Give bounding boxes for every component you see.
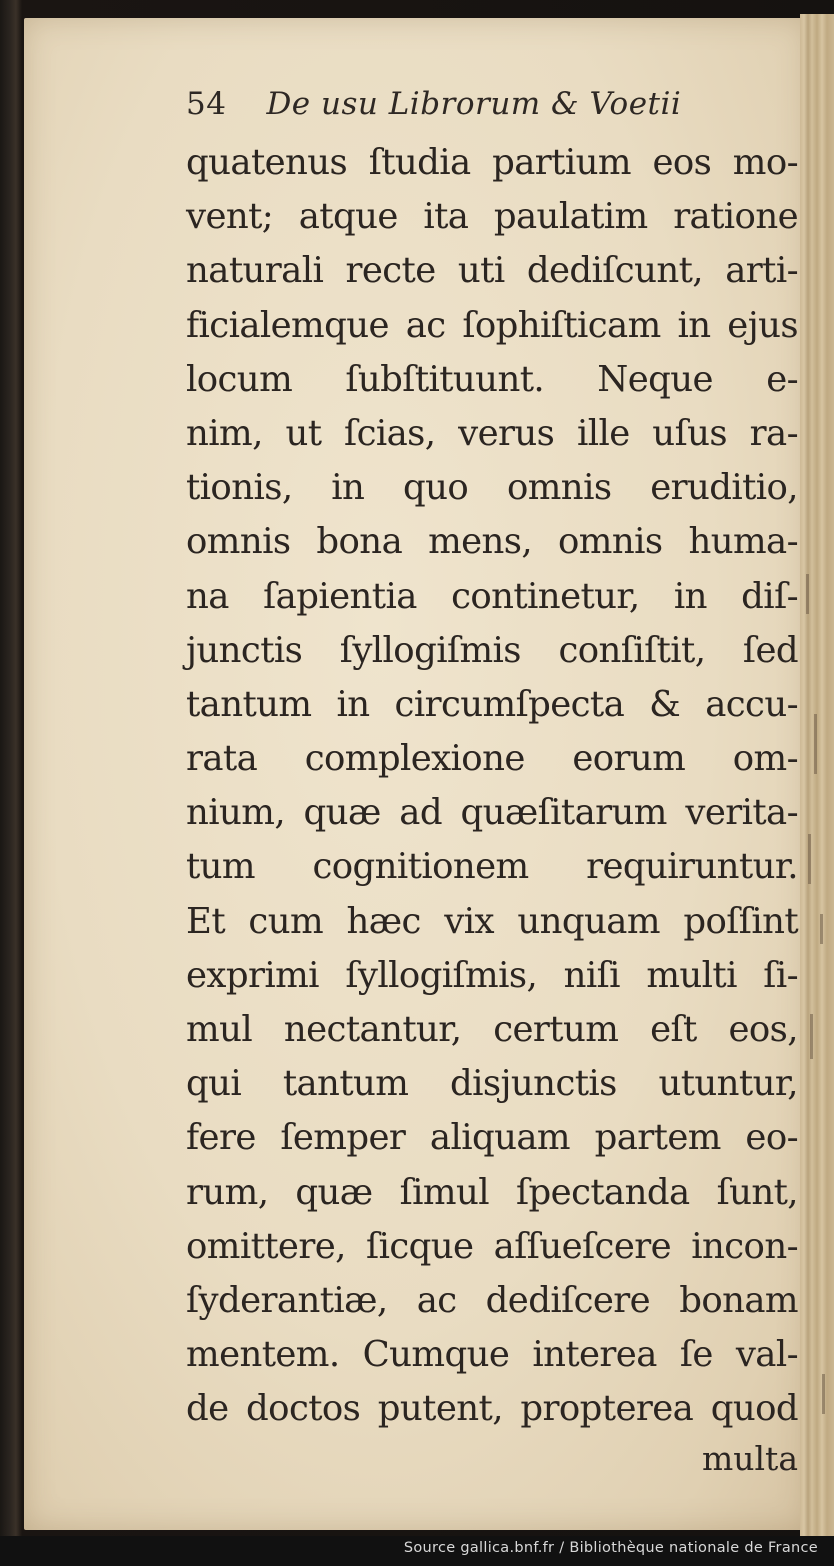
text-line: ſyderantiæ, ac dediſcere bonam (186, 1279, 798, 1321)
text-line: tionis, in quo omnis eruditio, (186, 467, 798, 509)
source-credit: Source gallica.bnf.fr / Bibliothèque nationale de France (403, 1540, 818, 1556)
text-line: mul nectantur, certum eſt eos, (186, 1009, 798, 1050)
text-line: de doctos putent, propterea quod (186, 1388, 798, 1430)
text-block (162, 84, 798, 1481)
text-line: Et cum hæc vix unquam poſſint (186, 900, 798, 942)
text-line: ficialemque ac ſophiſticam in ejus (186, 304, 798, 346)
text-line: quatenus ſtudia partium eos mo- (186, 142, 798, 183)
text-line: nim, ut ſcias, verus ille uſus ra- (186, 412, 798, 454)
text-line: omnis bona mens, omnis huma- (186, 521, 798, 563)
text-line: rata complexione eorum om- (186, 738, 798, 780)
text-line: junctis ſyllogiſmis conſiſtit, ſed (186, 629, 798, 671)
body-text (162, 136, 798, 1437)
text-line: vent; atque ita paulatim ratione (186, 196, 798, 238)
running-head (186, 84, 798, 124)
running-title: De usu Librorum & Voetii (266, 86, 682, 122)
text-line: nium, quæ ad quæſitarum verita- (186, 792, 798, 834)
catchword: multa (701, 1438, 798, 1478)
text-line: tum cognitionem requiruntur. (186, 846, 798, 888)
text-line: qui tantum disjunctis utuntur, (186, 1063, 798, 1105)
text-line: naturali recte uti dediſcunt, arti- (186, 250, 798, 292)
text-line: fere ſemper aliquam partem eo- (186, 1117, 798, 1159)
text-line: exprimi ſyllogiſmis, niſi multi ſi- (186, 954, 798, 996)
page-number: 54 (186, 86, 227, 122)
page-edge-gutter (800, 14, 834, 1536)
text-line: mentem. Cumque interea ſe val- (186, 1334, 798, 1376)
text-line: na ſapientia continetur, in diſ- (186, 575, 798, 617)
text-line: rum, quæ ſimul ſpectanda ſunt, (186, 1171, 798, 1213)
text-line: locum ſubſtituunt. Neque e- (186, 358, 798, 400)
text-line: tantum in circumſpecta & accu- (186, 683, 798, 725)
text-line: omittere, ſicque aſſueſcere incon- (186, 1225, 798, 1267)
